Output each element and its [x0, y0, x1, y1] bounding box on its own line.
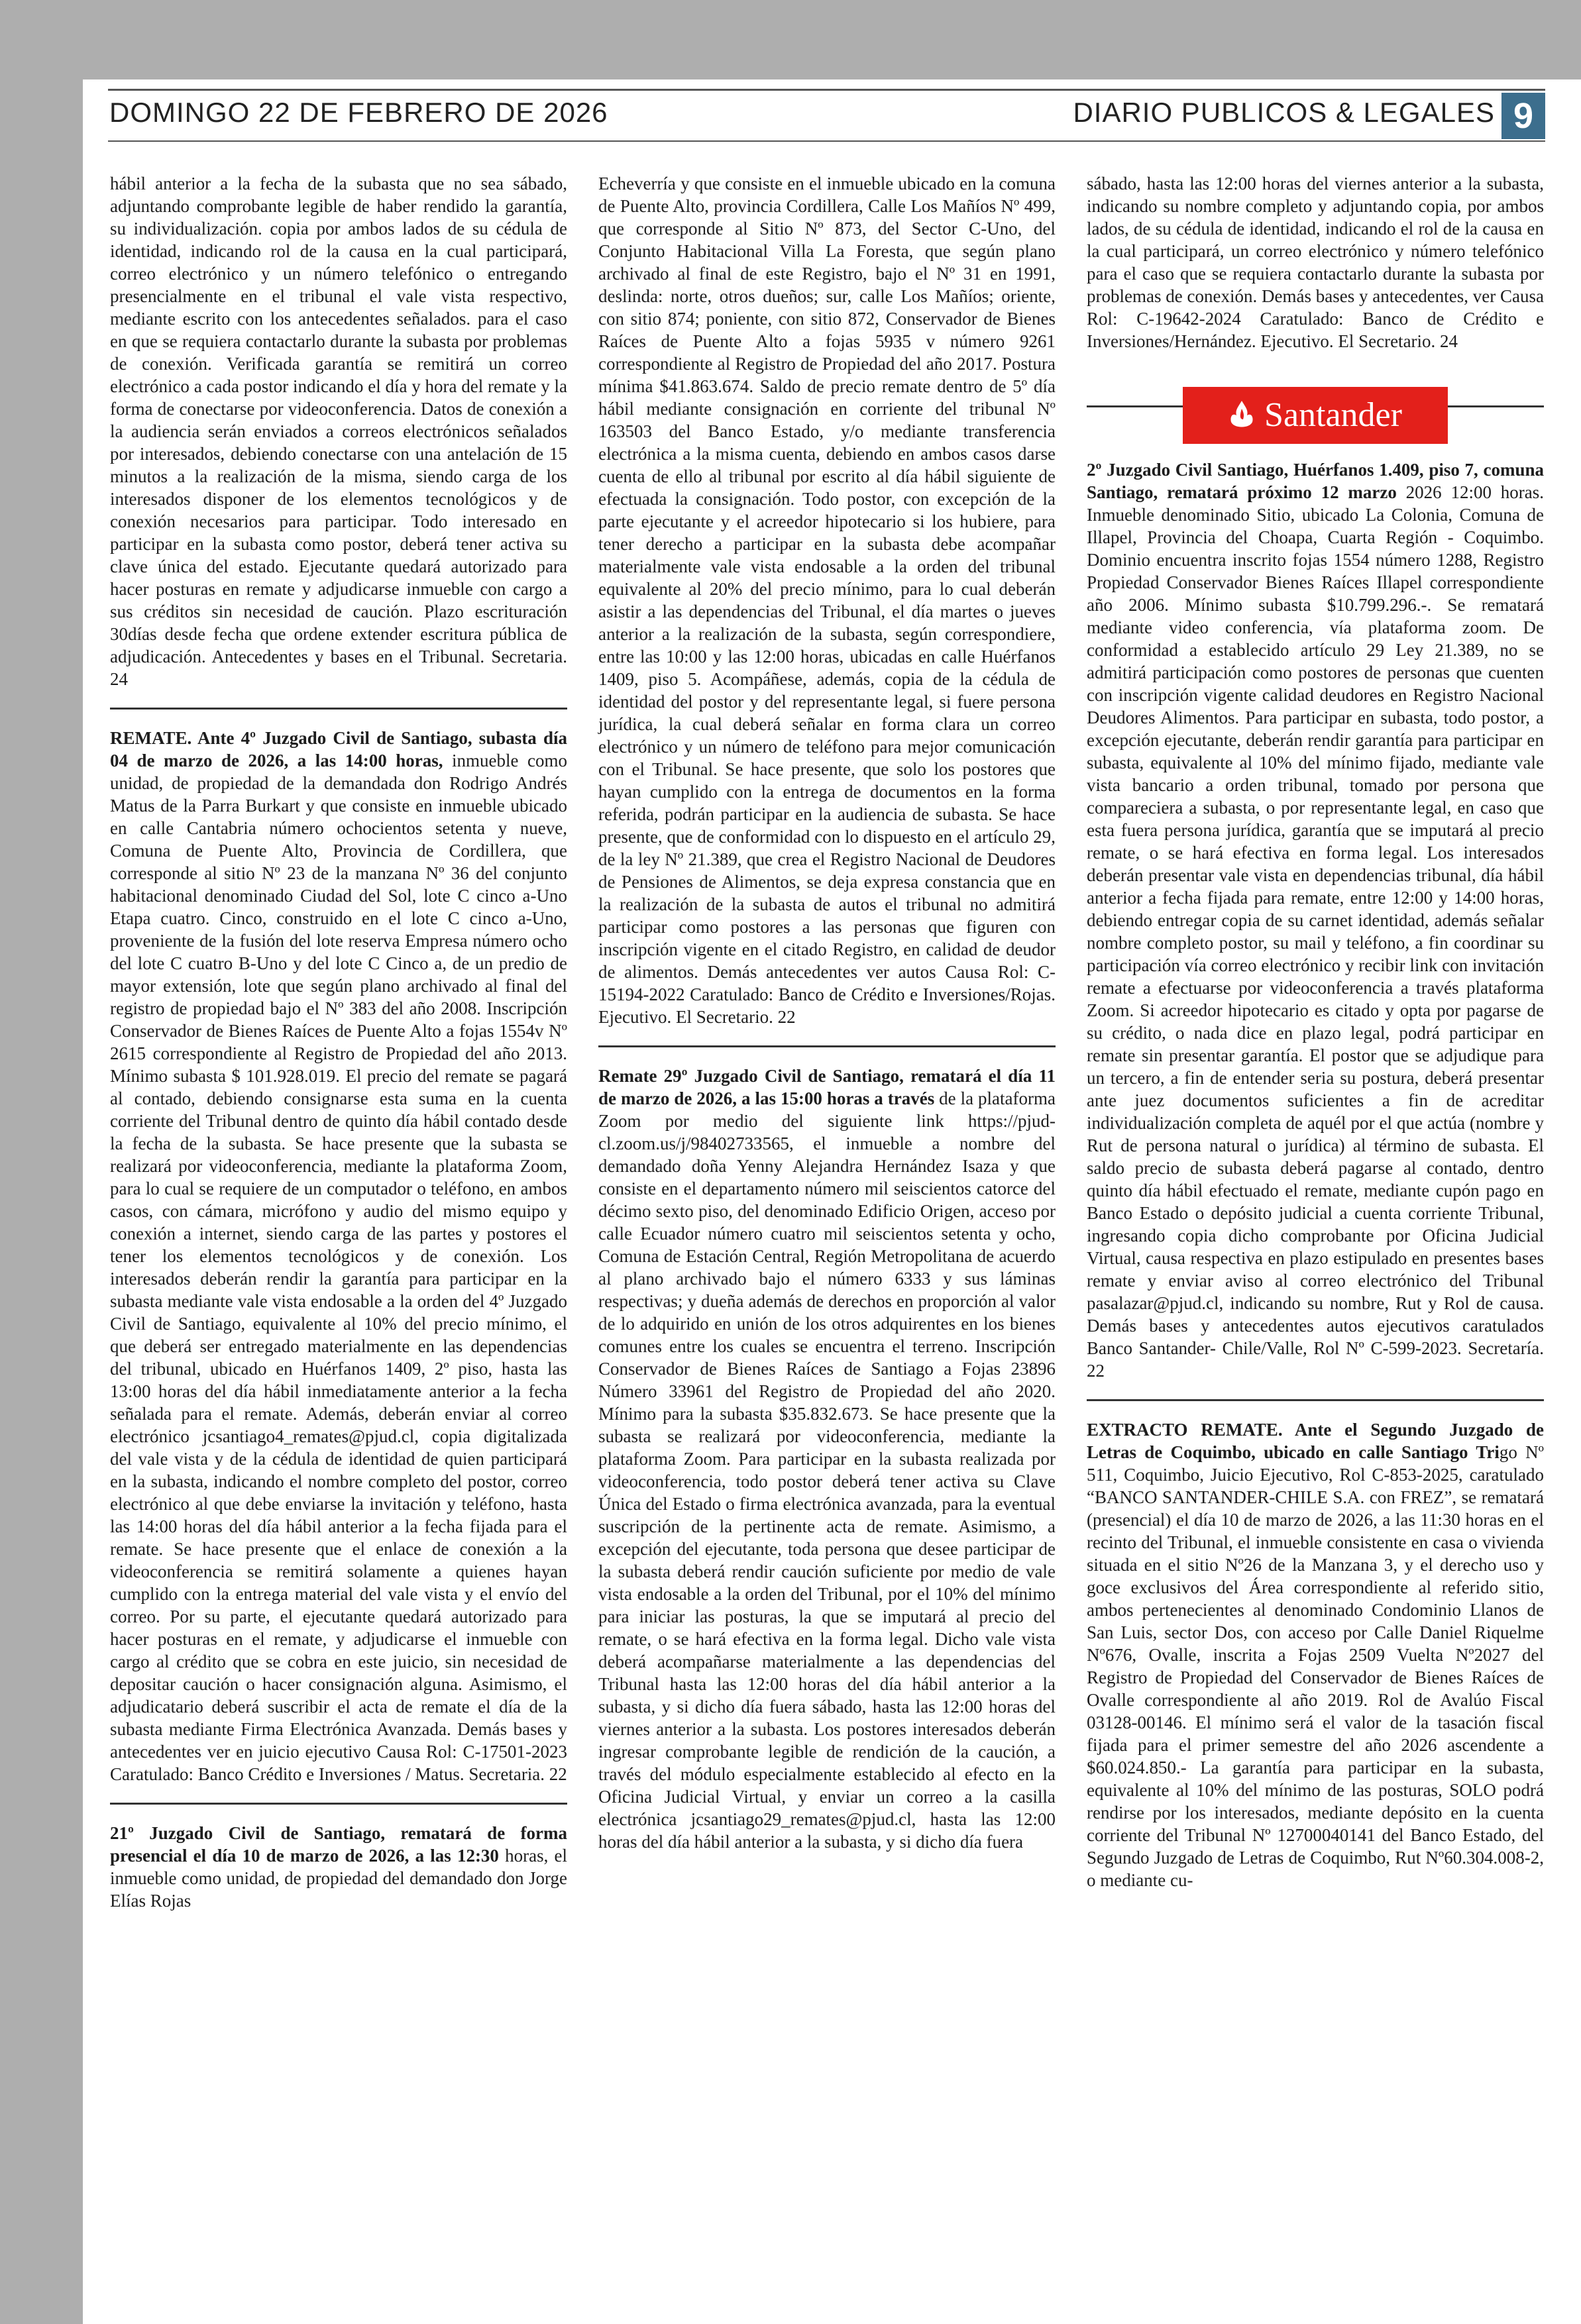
- notice-body: inmueble como unidad, de propiedad de la demandada don Rodrigo Andrés Matus de la Parra Burkart y que consiste en inmueble ubicado en calle Cantabria número ochocientos setenta y nueve, Comuna de Puente Alto, Provincia de Cordillera, que corresponde al sitio Nº 23 de la manzana Nº 36 del conjunto habitacional denominado Ciudad del Sol, lote C cinco a-Uno Etapa cuatro. Cinco, construido en el lote C cinco a-Uno, proveniente de la fusión del lote reserva Empresa número ocho del lote C cuatro B-Uno y del lote C Cinco a, de un predio de mayor extensión, lote que según plano archivado al final del registro de propiedad bajo el Nº 383 del año 2008. Inscripción Conservador de Bienes Raíces de Puente Alto a fojas 1554v Nº 2615 correspondiente al Registro de Propiedad del año 2013. Mínimo subasta $ 101.928.019. El precio del remate se pagará al contado, debiendo consignarse esta suma en la cuenta corriente del Tribunal dentro de quinto día hábil contado desde la fecha de la subasta. Se hace presente que la subasta se realizará por videoconferencia, mediante la plataforma Zoom, para lo cual se requiere de un computador o teléfono, en ambos casos, con cámara, micrófono y audio del mismo equipo y conexión a internet, siendo carga de las partes y postores el tener los elementos tecnológicos y de conexión. Los interesados deberán rendir la garantía para participar en la subasta mediante vale vista endosable a la orden del 4º Juzgado Civil de Santiago, equivalente al 10% del precio mínimo, el que deberá ser entregado materialmente en las dependencias del tribunal, ubicado en Huérfanos 1409, 2º piso, hasta las 13:00 horas del día hábil inmediatamente anterior a la fecha señalada para el remate. Además, deberán enviar al correo electrónico jcsantiago4_remates@pjud.cl, copia digitalizada del vale vista y de la cédula de identidad de quien participará en la subasta, indicando el nombre completo del postor, correo electrónico al que debe enviarse la invitación y teléfono, hasta las 14:00 horas del día hábil anterior a la fecha fijada para el remate. Se hace presente que el enlace de conexión a la videoconferencia se remitirá solamente a quienes hayan cumplido con la entrega material del vale vista y el envío del correo. Por su parte, el ejecutante quedará autorizado para hacer posturas en el remate, y adjudicarse el inmueble con cargo al crédito que se cobra en este juicio, sin necesidad de depositar caución o hacer consignación alguna. Asimismo, el adjudicatario deberá suscribir el acta de remate el día de la subasta mediante Firma Electrónica Avanzada. Demás bases y antecedentes ver en juicio ejecutivo Causa Rol: C-17501-2023 Caratulado: Banco Crédito e Inversiones / Matus. Secretaria. 22: [110, 751, 568, 1784]
- notice-continuation: sábado, hasta las 12:00 horas del viernes anterior a la subasta, indicando su nombre completo y adjuntando copia, por ambos lados, de su cédula de identidad, indicando el rol de la causa en la cual participará, un correo electrónico y número telefónico para el caso que se requiera contactarlo durante la subasta por problemas de conexión. Demás bases y antecedentes, ver Causa Rol: C-19642-2024 Caratulado: Banco de Crédito e Inversiones/Hernández. Ejecutivo. El Secretario. 24: [1087, 174, 1544, 351]
- notice-continuation: hábil anterior a la fecha de la subasta que no sea sábado, adjuntando comprobante legible de haber rendido la garantía, su individualización. copia por ambos lados de su cédula de identidad, indicando rol de la causa en la cual participará, correo electrónico y un número telefónico o entregando presencialmente en el tribunal el vale vista respectivo, mediante escrito con los antecedentes señalados. para el caso en que se requiera contactarlo durante la subasta por problemas de conexión. Verificada garantía se remitirá un correo electrónico a cada postor indicando el día y hora del remate y la forma de conectarse por videoconferencia. Datos de conexión a la audiencia serán enviados a correos electrónicos señalados por interesados, debiendo conectarse con una antelación de 15 minutos a la realización de la misma, siendo carga de los interesados disponer de los elementos tecnológicos y de conexión necesarios para participar. Todo interesado en participar en la subasta como postor, deberá tener activa su clave única del estado. Ejecutante quedará autorizado para hacer posturas en remate y adjudicarse inmueble con cargo a sus créditos sin necesidad de caución. Plazo escrituración 30días desde fecha que ordene extender escritura pública de adjudicación. Antecedentes y bases en el Tribunal. Secretaria. 24: [110, 174, 567, 689]
- publication-name: DIARIO PUBLICOS & LEGALES: [1073, 97, 1495, 128]
- notice-lead: REMATE. Ante 4º Juzgado Civil de Santiago, subasta día 04 de marzo de 2026, a las 14:00 horas,: [110, 728, 567, 770]
- notice-divider: [110, 1803, 567, 1805]
- notice-21-juzgado: [110, 1822, 567, 1912]
- notice-remate-4-juzgado: [110, 727, 567, 1785]
- notice-lead: 21º Juzgado Civil de Santiago, rematará de forma presencial el día 10 de marzo de 2026, a las 12:30: [110, 1823, 567, 1866]
- column-2: [598, 172, 1056, 1853]
- notice-2-juzgado-santiago: [1087, 458, 1544, 1382]
- notice-divider: [1087, 1399, 1544, 1401]
- notice-body: 2026 12:00 horas. Inmueble denominado Sitio, ubicado La Colonia, Comuna de Illapel, Provincia del Choapa, Cuarta Región - Coquimbo. Dominio encuentra inscrito fojas 1554 número 1288, Registro Propiedad Conservador Bienes Raíces Illapel correspondiente año 2006. Mínimo subasta $10.799.296.-. Se rematará mediante video conferencia, vía plataforma zoom. De conformidad a establecido artículo 29 Ley 21.389, no se admitirá participación como postores de personas que cuenten con inscripción vigente calidad deudores en Registro Nacional Deudores Alimentos. Para participar en subasta, todo postor, a excepción ejecutante, deberán rendir garantía para participar en subasta, equivalente al 10% del mínimo fijado, mediante vale vista bancario a orden tribunal, tomado por persona que compareciera a subasta, o por representante legal, en caso que esta fuera persona jurídica, garantía que se imputará al precio remate, o se hará efectiva en forma legal. Los interesados deberán presentar vale vista en dependencias tribunal, día hábil anterior a fecha fijada para remate, entre 12:00 y 14:00 horas, debiendo entregar copia de su carnet identidad, además señalar nombre completo postor, su mail y teléfono, a fin coordinar su participación vía correo electrónico y recibir link con invitación remate a efectuarse por videoconferencia a través plataforma Zoom. Si acreedor hipotecario es citado y opta por pagarse de su crédito, o nada dice en plazo legal, podrá participar en remate sin presentar garantía. El postor que se adjudique para un tercero, a fin de entender seria su postura, deberá presentar ante juez documentos suficientes a fin de acreditar individualización completa de aquél por el que actúa (nombre y Rut de persona natural o jurídica) al término de subasta. El saldo precio de subasta deberá pagarse al contado, dentro quinto día hábil efectuado el remate, mediante cupón pago en Banco Estado o depósito judicial a cuenta corriente Tribunal, ingresando copia dicho comprobante por Oficina Judicial Virtual, causa respectiva en plazo estipulado en presentes bases remate y enviar aviso al correo electrónico del Tribunal pasalazar@pjud.cl, indicando su nombre, Rut y Rol de causa. Demás bases y antecedentes autos ejecutivos caratulados Banco Santander- Chile/Valle, Rol Nº C-599-2023. Secretaría. 22: [1087, 482, 1544, 1381]
- santander-logo-block: [1087, 359, 1544, 452]
- masthead-rule: [108, 140, 1545, 142]
- logo-text: Santander: [1264, 396, 1402, 434]
- article-body: [110, 149, 1547, 2302]
- notice-lead: Remate 29º Juzgado Civil de Santiago, rematará el día 11 de marzo de 2026, a las 15:00 horas a través: [598, 1066, 1056, 1108]
- issue-date: DOMINGO 22 DE FEBRERO DE 2026: [109, 97, 608, 128]
- notice-lead: EXTRACTO REMATE. Ante el Segundo Juzgado de Letras de Coquimbo, ubicado en calle Santiago Tri: [1087, 1420, 1544, 1462]
- notice-divider: [598, 1045, 1056, 1047]
- notice-lead: 2º Juzgado Civil Santiago, Huérfanos 1.409, piso 7, comuna Santiago, rematará próximo 12 marzo: [1087, 460, 1544, 502]
- top-rule: [108, 89, 1545, 91]
- notice-remate-29-juzgado: [598, 1065, 1056, 1853]
- flame-icon: [1228, 399, 1255, 431]
- notice-body: horas, el inmueble como unidad, de propiedad del demandado don Jorge Elías Rojas: [110, 1846, 568, 1911]
- notice-extracto-coquimbo: [1087, 1418, 1544, 1891]
- column-3: [1087, 172, 1544, 1891]
- column-1: [110, 172, 567, 1912]
- masthead: [109, 93, 1545, 139]
- notice-body: go Nº 511, Coquimbo, Juicio Ejecutivo, Rol C-853-2025, caratulado “BANCO SANTANDER-CHILE S.A. con FREZ”, se rematará (presencial) el día 10 de marzo de 2026, a las 11:30 horas en el recinto del Tribunal, el inmueble consistente en casa o vivienda situada en el sitio Nº26 de la Manzana 3, y el derecho uso y goce exclusivos del Área correspondiente al referido sitio, ambos pertenecientes al denominado Condominio Llanos de San Luis, sector Dos, con acceso por Calle Daniel Riquelme Nº676, Ovalle, inscrita a Fojas 2509 Vuelta Nº2027 del Registro de Propiedad del Conservador de Bienes Raíces de Ovalle correspondiente al año 2019. Rol de Avalúo Fiscal 03128-00146. El mínimo será el valor de la tasación fiscal fijada para el primer semestre del año 2026 ascendente a $60.024.850.- La garantía para participar en la subasta, equivalente al 10% del mínimo de las posturas, SOLO podrá rendirse por los interesados, mediante depósito en la cuenta corriente del Tribunal Nº 12700040141 del Banco Estado, del Segundo Juzgado de Letras de Coquimbo, Rut Nº60.304.008-2, o mediante cu-: [1087, 1442, 1545, 1890]
- notice-body: de la plataforma Zoom por medio del siguiente link https://pjud-cl.zoom.us/j/98402733565, el inmueble a nombre del demandado doña Yenny Alejandra Hernández Isaza y que consiste en el departamento número mil seiscientos catorce del décimo sexto piso, del denominado Edificio Origen, acceso por calle Ecuador número cuatro mil seiscientos setenta y ocho, Comuna de Estación Central, Región Metropolitana de acuerdo al plano archivado bajo el número 6333 y sus láminas respectivas; y dueña además de derechos en proporción al valor de lo adquirido en unión de los otros adquirentes en los bienes comunes entre los cuales se encuentra el terreno. Inscripción Conservador de Bienes Raíces de Santiago a Fojas 23896 Número 33961 del Registro de Propiedad del año 2020. Mínimo para la subasta $35.832.673. Se hace presente que la subasta se realizará por videoconferencia, mediante la plataforma Zoom. Para participar en la subasta realizada por videoconferencia, todo postor deberá tener activa su Clave Única del Estado o firma electrónica avanzada, para la eventual suscripción de la pertinente acta de remate. Asimismo, a excepción del ejecutante, toda persona que desee participar de la subasta deberá rendir caución suficiente por medio de vale vista endosable a la orden del Tribunal, por el 10% del mínimo para iniciar las posturas, la que se imputará al precio del remate, o se hará efectiva en la forma legal. Dicho vale vista deberá acompañarse materialmente a las dependencias del Tribunal hasta las 12:00 horas del día hábil anterior a la subasta, y si dicho día fuera sábado, hasta las 12:00 horas del viernes anterior a la subasta. Los postores interesados deberán ingresar comprobante legible de rendición de la caución, a través del módulo especialmente establecido al efecto en la Oficina Judicial Virtual, y enviar un correo a la casilla electrónica jcsantiago29_remates@pjud.cl, hasta las 12:00 horas del día hábil anterior a la subasta, y si dicho día fuera: [598, 1088, 1056, 1852]
- notice-divider: [110, 708, 567, 710]
- notice-continuation: Echeverría y que consiste en el inmueble ubicado en la comuna de Puente Alto, provincia Cordillera, Calle Los Mañíos Nº 499, que corresponde al Sitio Nº 873, del Sector C-Uno, del Conjunto Habitacional Villa La Foresta, que según plano archivado al final de este Registro, bajo el Nº 31 en 1991, deslinda: norte, otros dueños; sur, calle Los Mañíos; oriente, con sitio 874; poniente, con sitio 872, Conservador de Bienes Raíces de Puente Alto a fojas 5935 v número 9261 correspondiente al Registro de Propiedad del año 2017. Postura mínima $41.863.674. Saldo de precio remate dentro de 5º día hábil mediante consignación en corriente del tribunal Nº 163503 del Banco Estado, y/o mediante transferencia electrónica a la misma cuenta, debiendo en ambos casos darse cuenta de ello al tribunal por escrito al día hábil siguiente de efectuada la consignación. Todo postor, con excepción de la parte ejecutante y el acreedor hipotecario si los hubiere, para tener derecho a participar en la subasta debe acompañar materialmente vale vista endosable a la orden del tribunal equivalente al 20% del precio mínimo, para lo cual deberán asistir a las dependencias del Tribunal, el día martes o jueves anterior a la realización de la subasta, según correspondiere, entre las 10:00 y las 12:00 horas, ubicadas en calle Huérfanos 1409, piso 5. Acompáñese, además, copia de la cédula de identidad del postor y del representante legal, si fuere persona jurídica, la cual deberá señalar en forma clara un correo electrónico y un número de teléfono para mejor comunicación con el Tribunal. Se hace presente, que solo los postores que hayan cumplido con la entrega de documentos en la forma referida, podrán participar en la audiencia de subasta. Se hace presente, que de conformidad con lo dispuesto en el artículo 29, de la ley Nº 21.389, que crea el Registro Nacional de Deudores de Pensiones de Alimentos, se deja expresa constancia que en la realización de la subasta de autos el tribunal no admitirá participar como postores a las personas que figuren con inscripción vigente en el citado Registro, en calidad de deudor de alimentos. Demás antecedentes ver autos Causa Rol: C-15194-2022 Caratulado: Banco de Crédito e Inversiones/Rojas. Ejecutivo. El Secretario. 22: [598, 174, 1056, 1027]
- santander-logo: [1183, 387, 1448, 444]
- page-number: 9: [1501, 93, 1545, 139]
